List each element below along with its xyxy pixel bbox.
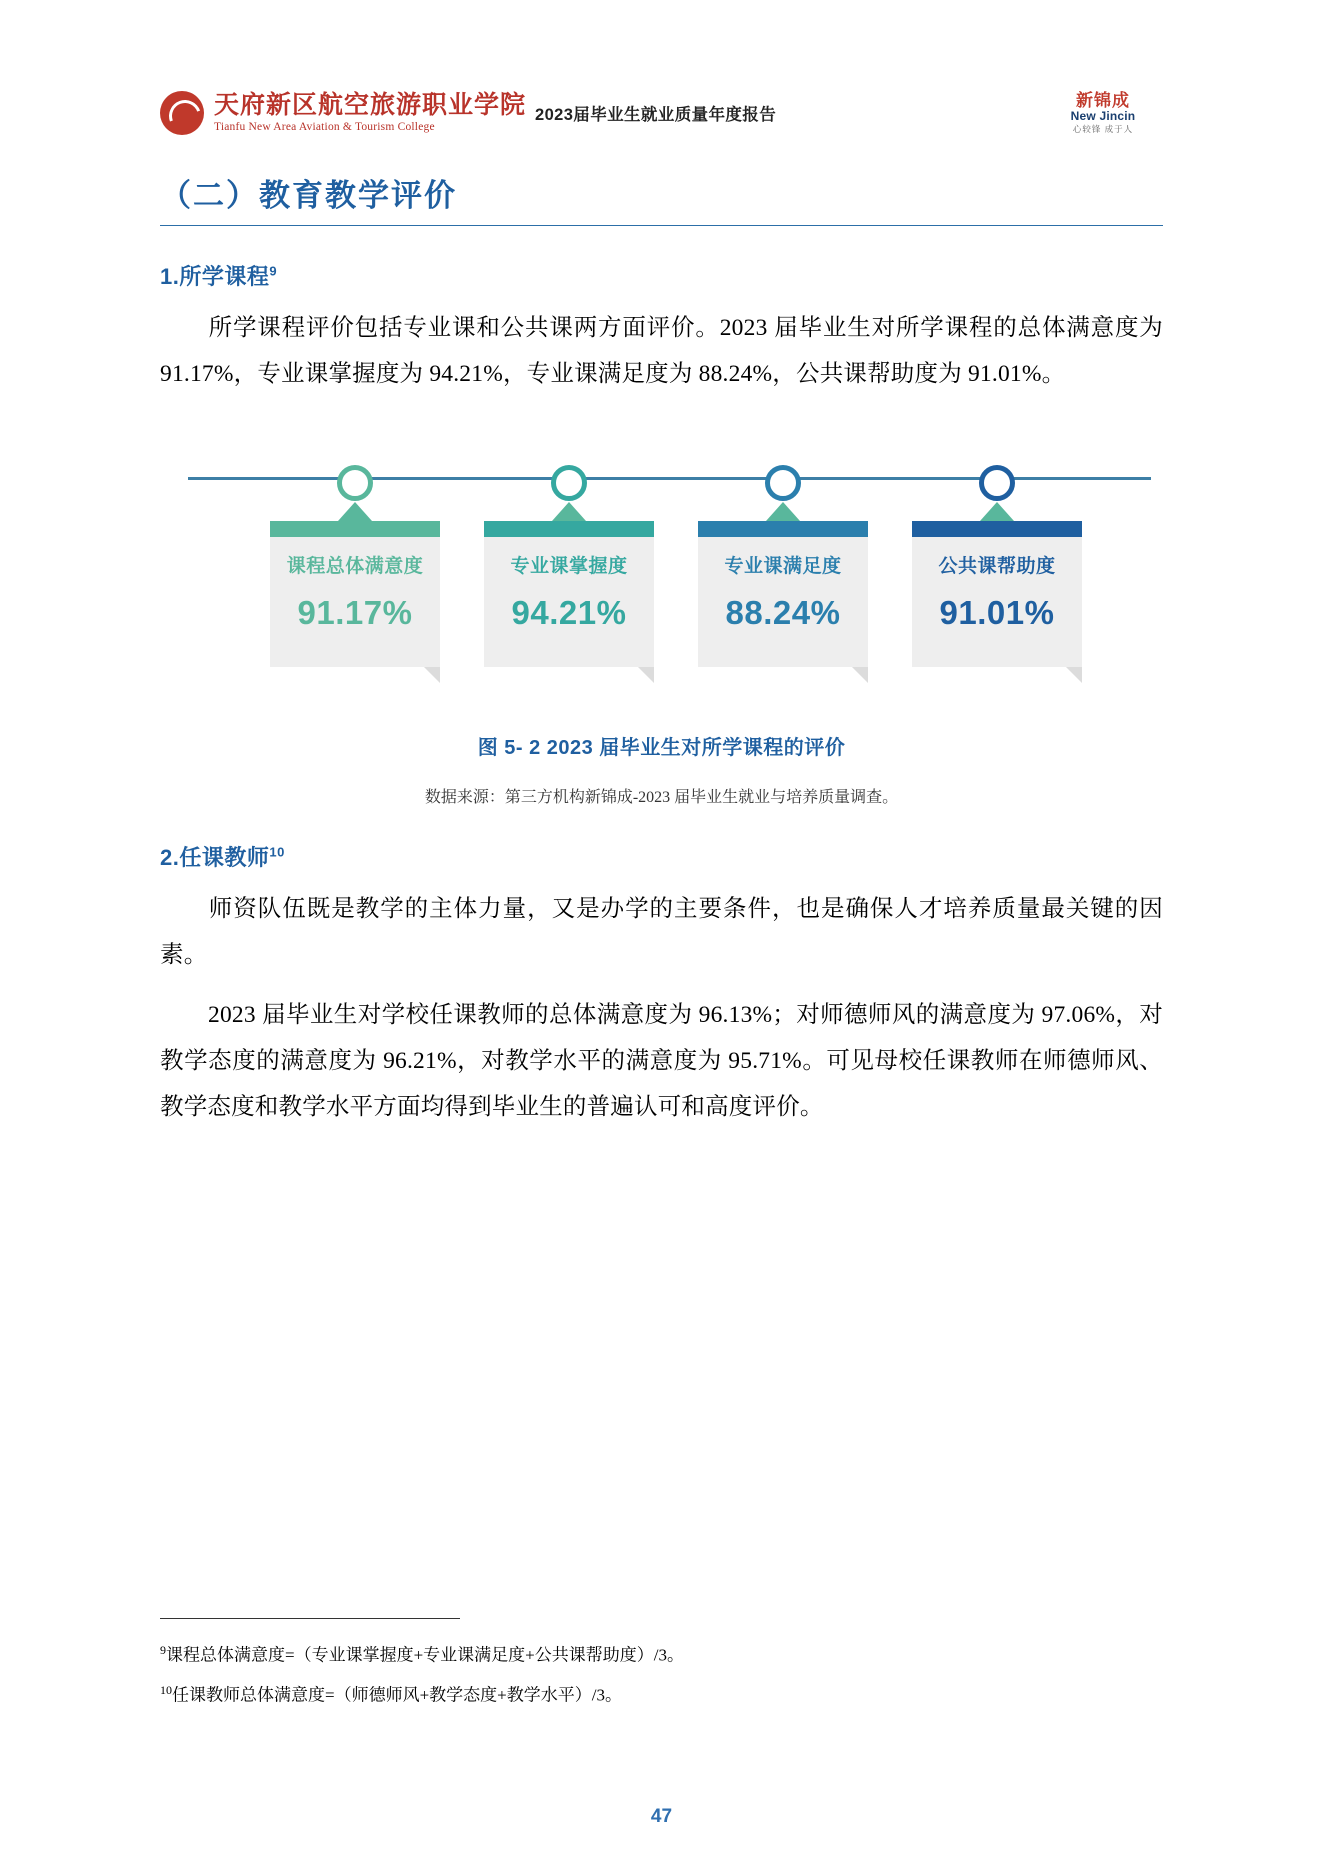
figure-source: 数据来源：第三方机构新锦成-2023 届毕业生就业与培养质量调查。 bbox=[424, 789, 899, 806]
figure-card bbox=[270, 425, 440, 667]
figure-card-body-wrap bbox=[484, 521, 654, 667]
section-heading: （二）教育教学评价 bbox=[160, 178, 457, 213]
figure-card-label: 专业课满足度 bbox=[724, 556, 842, 577]
figure-cards bbox=[270, 425, 1082, 667]
subsection-1-paragraph bbox=[160, 305, 1163, 397]
subsection-2-paragraph-1 bbox=[160, 886, 1163, 978]
partner-logo bbox=[1043, 92, 1163, 133]
figure-card-label: 公共课帮助度 bbox=[938, 556, 1056, 577]
figure-card-cap bbox=[698, 521, 868, 537]
college-name-en: Tianfu New Area Aviation & Tourism College bbox=[214, 120, 435, 133]
figure-card-content bbox=[698, 537, 868, 667]
figure-caption: 图 5- 2 2023 届毕业生对所学课程的评价 bbox=[477, 737, 846, 759]
document-page bbox=[0, 78, 1323, 1873]
footnote-item bbox=[160, 1673, 1163, 1713]
figure-node-dot bbox=[337, 465, 373, 501]
figure-node-dot bbox=[765, 465, 801, 501]
subsection-1-footnote-marker: 9 bbox=[269, 263, 278, 279]
footnote-marker: 9 bbox=[160, 1643, 166, 1657]
subsection-1-heading-text: 1.所学课程 bbox=[160, 264, 270, 289]
subsection-2-paragraph-1-text: 师资队伍既是教学的主体力量，又是办学的主要条件，也是确保人才培养质量最关键的因素。 bbox=[160, 896, 1163, 968]
footnote-item bbox=[160, 1633, 1163, 1673]
figure-card bbox=[912, 425, 1082, 667]
college-name-cn: 天府新区航空旅游职业学院 bbox=[214, 92, 527, 120]
figure-node-dot bbox=[979, 465, 1015, 501]
figure-card-cap bbox=[912, 521, 1082, 537]
figure-card-value: 91.01% bbox=[939, 594, 1055, 631]
page-number: 47 bbox=[650, 1806, 673, 1827]
figure-node-dot bbox=[551, 465, 587, 501]
figure-card bbox=[698, 425, 868, 667]
subsection-2-paragraph-2-text: 2023 届毕业生对学校任课教师的总体满意度为 96.13%；对师德师风的满意度为 97.06%，对教学态度的满意度为 96.21%，对教学水平的满意度为 95.71%。可见母校任课教师在师德师风、教学态度和教学水平方面均得到毕业生的普遍认可和高度评价。 bbox=[160, 1002, 1163, 1120]
subsection-2-heading-text: 2.任课教师 bbox=[160, 845, 270, 870]
footnote-text: 课程总体满意度=（专业课掌握度+专业课满足度+公共课帮助度）/3。 bbox=[166, 1645, 684, 1665]
figure-card-body-wrap bbox=[270, 521, 440, 667]
footnotes-block bbox=[160, 1618, 1163, 1712]
figure-card-content bbox=[270, 537, 440, 667]
figure-card-label: 专业课掌握度 bbox=[510, 556, 628, 577]
subsection-2-footnote-marker: 10 bbox=[269, 844, 285, 860]
subsection-2-paragraph-2 bbox=[160, 992, 1163, 1130]
section-heading-wrap bbox=[160, 170, 1163, 226]
course-evaluation-figure bbox=[160, 425, 1163, 665]
page-header bbox=[160, 78, 1163, 148]
report-title: 2023届毕业生就业质量年度报告 bbox=[535, 106, 777, 124]
partner-name-cn: 新锦成 bbox=[1076, 91, 1130, 111]
college-logo bbox=[160, 91, 527, 135]
figure-card-content bbox=[912, 537, 1082, 667]
figure-card-body-wrap bbox=[698, 521, 868, 667]
footnote-text: 任课教师总体满意度=（师德师风+教学态度+教学水平）/3。 bbox=[172, 1685, 622, 1705]
figure-card bbox=[484, 425, 654, 667]
figure-card-value: 91.17% bbox=[297, 594, 413, 631]
subsection-2-heading bbox=[160, 841, 1163, 872]
figure-card-cap bbox=[484, 521, 654, 537]
partner-name-en: New Jincin bbox=[1070, 109, 1136, 124]
figure-card-value: 88.24% bbox=[725, 594, 841, 631]
figure-card-value: 94.21% bbox=[511, 594, 627, 631]
figure-card-body-wrap bbox=[912, 521, 1082, 667]
figure-card-cap bbox=[270, 521, 440, 537]
college-name-block bbox=[214, 92, 526, 134]
footnote-marker: 10 bbox=[160, 1682, 172, 1697]
subsection-1-paragraph-text: 所学课程评价包括专业课和公共课两方面评价。2023 届毕业生对所学课程的总体满意度为 91.17%，专业课掌握度为 94.21%，专业课满足度为 88.24%，公共课帮助度为 91.01%。 bbox=[160, 315, 1163, 387]
figure-card-content bbox=[484, 537, 654, 667]
subsection-1-heading bbox=[160, 260, 1163, 291]
footnote-divider bbox=[160, 1618, 460, 1619]
partner-slogan: 心较锋 成于人 bbox=[1072, 123, 1134, 134]
college-seal-icon bbox=[160, 91, 204, 135]
figure-card-label: 课程总体满意度 bbox=[286, 556, 424, 577]
